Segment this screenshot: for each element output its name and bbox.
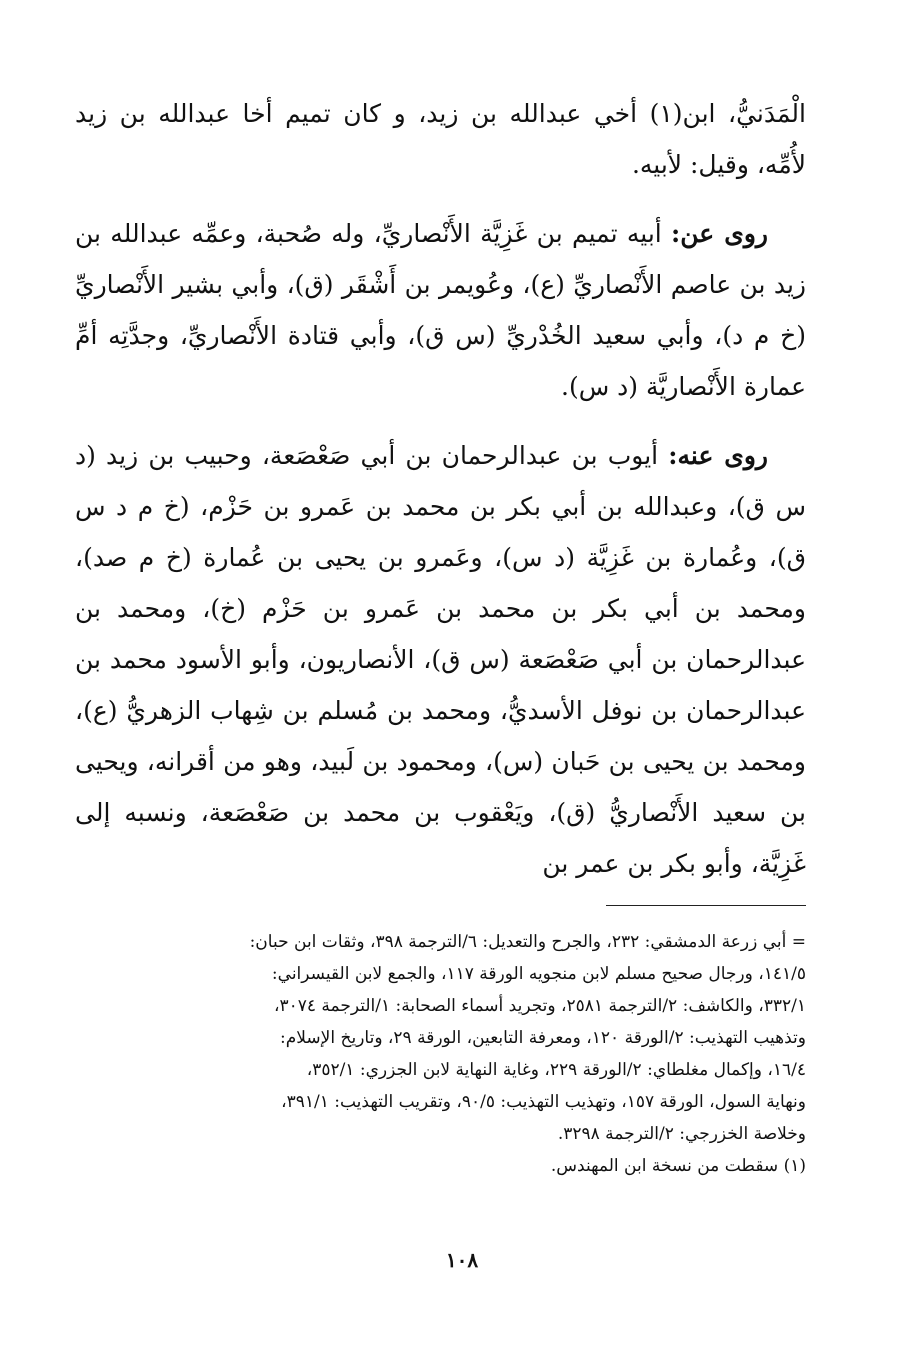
footnote-line: = أبي زرعة الدمشقي: ٢٣٢، والجرح والتعديل: ٦/الترجمة ٣٩٨، وثقات ابن حبان: xyxy=(249,932,806,952)
paragraph-narrated-by xyxy=(75,430,806,889)
paragraph-narrated-from xyxy=(75,208,806,412)
footnote-1: (١) سقطت من نسخة ابن المهندس. xyxy=(550,1156,806,1176)
page-number: ١٠٨ xyxy=(445,1248,479,1272)
footnote-line: ١٦/٤، وإكمال مغلطاي: ٢/الورقة ٢٢٩، وغاية النهاية لابن الجزري: ٣٥٢/١، xyxy=(306,1060,806,1080)
narrated-by-body: أيوب بن عبدالرحمان بن أبي صَعْصَعة، وحبيب بن زيد (د س ق)، وعبدالله بن أبي بكر بن محمد بن عَمرو بن حَزْم، (خ م د س ق)، وعُمارة بن غَزِيَّة (د س)، وعَمرو بن يحيى بن عُمارة (خ م صد)، ومحمد بن أبي بكر بن محمد بن عَمرو بن حَزْم (خ)، ومحمد بن عبدالرحمان بن أبي صَعْصَعة (س ق)، الأنصاريون، وأبو الأسود محمد بن عبدالرحمان بن نوفل الأسديُّ، ومحمد بن مُسلم بن شِهاب الزهريُّ (ع)، ومحمد بن يحيى بن حَبان (س)، ومحمود بن لَبيد، وهو من أقرانه، ويحيى بن سعيد الأَنْصاريُّ (ق)، ويَعْقوب بن محمد بن صَعْصَعة، ونسبه إلى غَزِيَّة، وأبو بكر بن عمر بن xyxy=(75,441,806,878)
footnote-line: ١٤١/٥، ورجال صحيح مسلم لابن منجويه الورقة ١١٧، والجمع لابن القيسراني: xyxy=(271,964,806,984)
footnote-line: وخلاصة الخزرجي: ٢/الترجمة ٣٢٩٨. xyxy=(557,1124,806,1144)
narrated-from-body: أبيه تميم بن غَزِيَّة الأَنْصاريِّ، وله صُحبة، وعمِّه عبدالله بن زيد بن عاصم الأَنْصاريِّ (ع)، وعُويمر بن أَشْقَر (ق)، وأبي بشير الأَنْصاريِّ (خ م د)، وأبي سعيد الخُدْريِّ (س ق)، وأبي قتادة الأَنْصاريِّ، وجدَّتِه أمِّ عمارة الأَنْصاريَّة (د س). xyxy=(75,219,806,401)
narrated-from-heading: روى عن: xyxy=(671,219,769,248)
paragraph-intro: الْمَدَنيُّ، ابن(١) أخي عبدالله بن زيد، و كان تميم أخا عبدالله بن زيد لأُمِّه، وقيل: لأبيه. xyxy=(75,99,806,179)
footnote-line: ٣٣٢/١، والكاشف: ٢/الترجمة ٢٥٨١، وتجريد أسماء الصحابة: ١/الترجمة ٣٠٧٤، xyxy=(273,996,806,1016)
main-text-block xyxy=(75,88,806,907)
narrated-by-heading: روى عنه: xyxy=(668,441,768,470)
footnote-divider xyxy=(606,905,806,906)
footnotes-block xyxy=(80,926,806,1182)
footnote-line: ونهاية السول، الورقة ١٥٧، وتهذيب التهذيب: ٩٠/٥، وتقريب التهذيب: ٣٩١/١، xyxy=(281,1092,806,1112)
footnote-line: وتذهيب التهذيب: ٢/الورقة ١٢٠، ومعرفة التابعين، الورقة ٢٩، وتاريخ الإسلام: xyxy=(280,1028,806,1048)
